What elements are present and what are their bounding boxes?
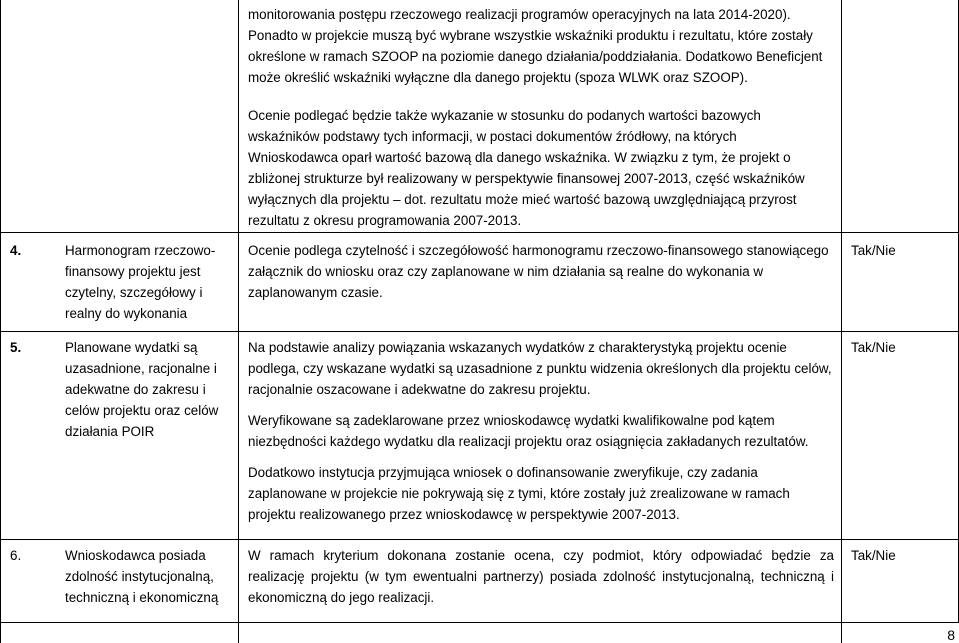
row-6-number: 6. — [10, 548, 22, 563]
row-5-number: 5. — [10, 340, 22, 355]
row-5-description — [248, 337, 834, 525]
row-5-description-paragraph-2: Weryfikowane są zadeklarowane przez wnioskodawcę wydatki kwalifikowalne pod kątem niezbędności każdego wydatku dla realizacji projektu oraz osiągnięcia zakładanych rezultatów. — [248, 413, 809, 449]
row-6-description-paragraph: W ramach kryterium dokonana zostanie ocena, czy podmiot, który odpowiadać będzie za realizację projektu (w tym ewentualni partnerzy) posiada zdolność instytucjonalną, techniczną i ekonomiczną do jego realizacji. — [248, 548, 834, 605]
intro-paragraph-1: monitorowania postępu rzeczowego realizacji programów operacyjnych na lata 2014-2020). Ponadto w projekcie muszą być wybrane wszystkie wskaźniki produktu i rezultatu, które zostały określone w ramach SZOOP na poziomie danego działania/poddziałania. Dodatkowo Beneficjent może określić wskaźniki wyłączne dla danego projektu (spoza WLWK oraz SZOOP). — [248, 7, 823, 85]
row-5-criterion: Planowane wydatki są uzasadnione, racjonalne i adekwatne do zakresu i celów projektu oraz celów działania POIR — [65, 340, 219, 439]
intro-section — [248, 4, 828, 231]
table-border-col1 — [238, 0, 239, 643]
row-4-description — [248, 240, 834, 303]
row-divider-4 — [0, 232, 959, 233]
row-5-assessment: Tak/Nie — [851, 340, 896, 355]
row-divider-5 — [0, 331, 959, 332]
row-4-description-paragraph: Ocenie podlega czytelność i szczegółowość harmonogramu rzeczowo-finansowego stanowiącego załącznik do wniosku oraz czy zaplanowane w nim działania są realne do wykonania w zaplanowanym czasie. — [248, 243, 829, 300]
table-border-bottom — [0, 622, 959, 623]
row-5-description-paragraph-1: Na podstawie analizy powiązania wskazanych wydatków z charakterystyką projektu ocenie podlega, czy wskazane wydatki są uzasadnione z punktu widzenia określonych dla projektu celów, racjonalnie oszacowane i adekwatne do zakresu projektu. — [248, 340, 832, 397]
row-4-assessment: Tak/Nie — [851, 243, 896, 258]
page-number: 8 — [947, 627, 955, 643]
row-6-description — [248, 545, 834, 608]
row-5-description-paragraph-3: Dodatkowo instytucja przyjmująca wniosek o dofinansowanie zweryfikuje, czy zadania zaplanowane w projekcie nie pokrywają się z tymi, które zostały już zrealizowane w ramach projektu realizowanego przez wnioskodawcę w perspektywie 2007-2013. — [248, 465, 790, 522]
row-4-criterion: Harmonogram rzeczowo-finansowy projektu jest czytelny, szczegółowy i realny do wykonania — [65, 243, 216, 321]
row-6-criterion: Wnioskodawca posiada zdolność instytucjonalną, techniczną i ekonomiczną — [65, 548, 219, 605]
table-border-col2 — [841, 0, 842, 643]
row-6-assessment: Tak/Nie — [851, 548, 896, 563]
table-border-left — [0, 0, 1, 643]
row-divider-6 — [0, 539, 959, 540]
intro-paragraph-2: Ocenie podlegać będzie także wykazanie w stosunku do podanych wartości bazowych wskaźników podstawy tych informacji, w postaci dokumentów źródłowy, na których Wnioskodawca oparł wartość bazową dla danego wskaźnika. W związku z tym, że projekt o zbliżonej strukturze był realizowany w perspektywie finansowej 2007-2013, część wskaźników wyłącznych dla projektu – dot. rezultatu może mieć wartość bazową uwzględniającą przyrost rezultatu z okresu programowania 2007-2013. — [248, 108, 805, 228]
row-4-number: 4. — [10, 243, 22, 258]
